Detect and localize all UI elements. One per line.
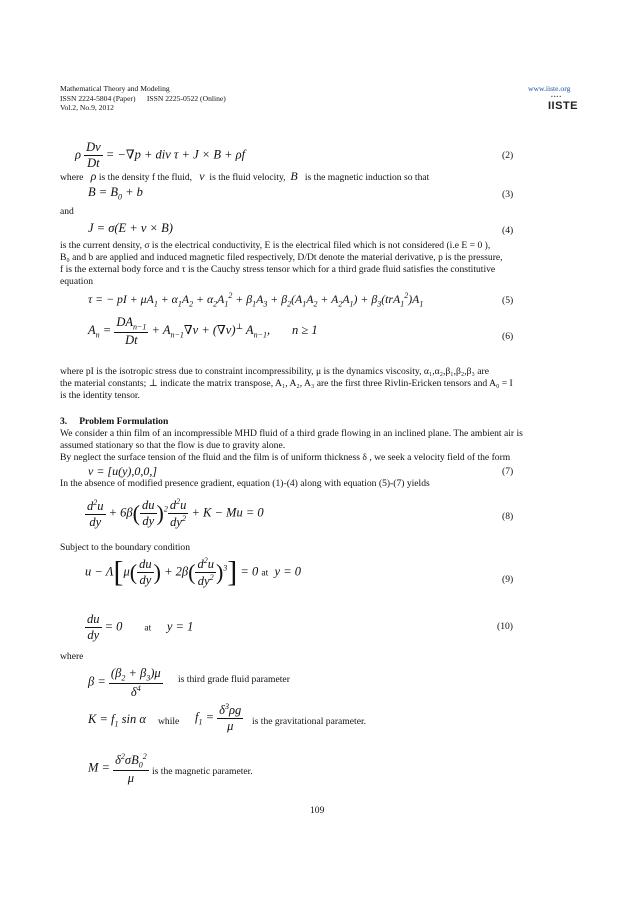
equation-2: ρ $\frac{Dv}{Dt}$ = −∇p + div τ + J × B + ρf	[75, 140, 246, 170]
k-definition: $K = f_1$ sin α	[88, 712, 146, 729]
equation-10: $\frac{du}{dy}$ = 0 at y = 1	[87, 612, 194, 642]
equation-6: $A_n$ = $\frac{DA_{n-1}}{Dt}$ + $A_{n-1}\nabla v + (\nabla v)^\perp$ $A_{n-1}$, n ≥ 1	[88, 315, 318, 347]
identity-line: is the identity tensor.	[60, 390, 140, 401]
m-definition: M = $\frac{\delta^2\sigma B_0^2}{\mu}$	[88, 752, 147, 785]
equation-6-number: (6)	[502, 331, 514, 342]
journal-url[interactable]: www.iiste.org	[528, 84, 571, 93]
iiste-logo: ▪▪▪▪ IISTE	[548, 94, 579, 112]
current-density-line: is the current density, σ is the electrical conductivity, E is the electrical filed which is not considered (i.e E = 0 ),	[60, 240, 491, 251]
equation-5-number: (5)	[502, 295, 514, 306]
volume-line: Vol.2, No.9, 2012	[60, 103, 114, 112]
issn-line: ISSN 2224-5804 (Paper) ISSN 2225-0522 (Online)	[60, 93, 226, 103]
equation-8: $\frac{d^2u}{dy}$ + 6β( $\frac{du}{dy}$ )$^2$ $\frac{d^2u}{dy^2}$ + K − Mu = 0	[87, 497, 264, 530]
equation-3-number: (3)	[502, 189, 514, 200]
magnetic-field-line: B₀ and b are applied and induced magnetic filed respectively, D/Dt denote the material derivative, p is the pressure,	[60, 252, 503, 263]
f1-definition: $f_1$ = $\frac{\delta^3\rho g}{\mu}$	[195, 702, 242, 734]
tensor-description-line: the material constants; ⊥ indicate the matrix transpose, A₁, A₂, A₃ are the first three Rivlin-Ericken tensors and A₀ = I	[60, 378, 513, 389]
beta-definition: β = $\frac{(\beta_2 + \beta_3)\mu}{\delta^4}$	[88, 666, 161, 699]
m-description: is the magnetic parameter.	[152, 766, 253, 777]
equation-8-number: (8)	[502, 511, 514, 522]
subject-line: Subject to the boundary condition	[60, 542, 191, 553]
body-force-line: f is the external body force and τ is the Cauchy stress tensor which for a third grade fluid satisfies the constitutive	[60, 264, 496, 275]
equation-10-number: (10)	[497, 621, 513, 632]
equation-4-number: (4)	[502, 225, 514, 236]
paragraph-line-2: assumed stationary so that the flow is due to gravity alone.	[60, 440, 286, 451]
paragraph-line-1: We consider a thin film of an incompressible MHD fluid of a third grade flowing in an inclined plane. The ambient air is	[60, 428, 523, 439]
where-word: where	[60, 651, 84, 662]
equation-5: τ = − pI + $\mu A_1 + \alpha_1A_2 + \alpha_2A_1^2 + \beta_1A_3 + \beta_2(A_1A_2 + A_2A_1) + \beta_3(trA_1^2)A_1$	[88, 291, 424, 309]
equation-9: u − Λ[μ( $\frac{du}{dy}$ ) + 2β( $\frac{d^2u}{dy^2}$ )$^3$] = 0 at y = 0	[85, 555, 301, 589]
f1-description: is the gravitational parameter.	[252, 716, 367, 727]
while-word: while	[158, 716, 180, 727]
paragraph-line-3: By neglect the surface tension of the fluid and the film is of uniform thickness δ , we seek a velocity field of the form	[60, 452, 511, 463]
beta-description: is third grade fluid parameter	[178, 674, 290, 685]
equation-3: $B = B_0 + b$	[88, 185, 143, 202]
equation-9-number: (9)	[502, 574, 514, 585]
equation-4: J = σ(E + v × B)	[88, 221, 173, 235]
equation-2-number: (2)	[502, 150, 514, 161]
equation-7-number: (7)	[502, 466, 514, 477]
equation-word: equation	[60, 276, 94, 287]
stress-description-line: where pI is the isotropic stress due to constraint incompressibility, μ is the dynamics viscosity, α₁,α₂,β₁,β₂,β₃ are	[60, 366, 489, 377]
section-heading: 3. Problem Formulation	[60, 416, 169, 427]
and-word: and	[60, 206, 74, 217]
equation-7: v = [u(y),0,0,]	[88, 464, 158, 478]
paragraph-line-4: In the absence of modified presence gradient, equation (1)-(4) along with equation (5)-(7) yields	[60, 478, 430, 489]
journal-title: Mathematical Theory and Modeling	[60, 84, 170, 93]
where-density-line: where ρ is the density f the fluid, v is the fluid velocity, B is the magnetic induction so that	[60, 169, 430, 183]
page-number: 109	[310, 805, 325, 816]
